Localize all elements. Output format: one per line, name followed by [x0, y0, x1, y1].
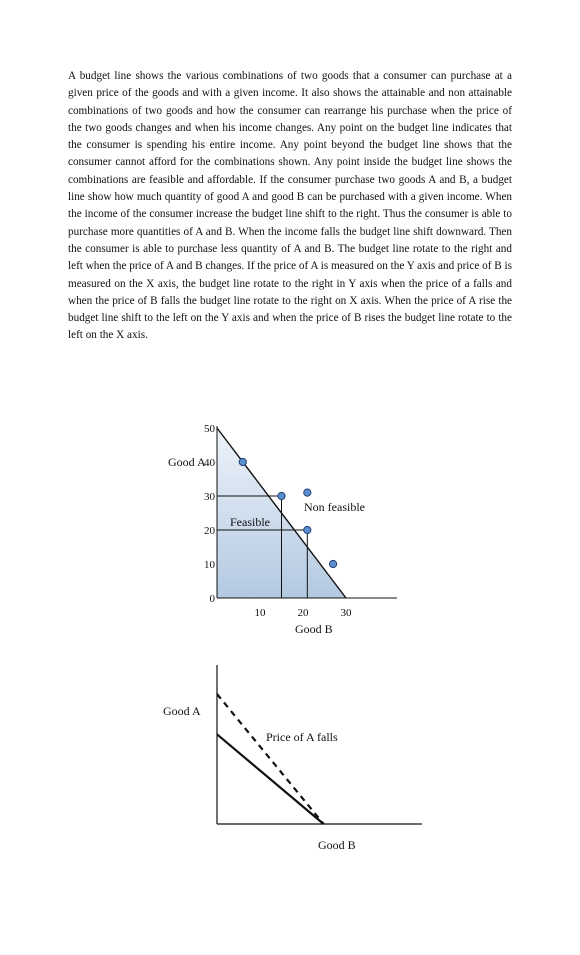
- y-axis-label: Good A: [168, 455, 206, 469]
- x-tick-label: 20: [297, 607, 309, 619]
- x-axis-label: Good B: [318, 838, 356, 852]
- price-change-chart: [150, 660, 440, 865]
- y-tick-label: 30: [204, 491, 215, 503]
- x-axis-label: Good B: [295, 622, 333, 636]
- new-budget-line: [217, 694, 324, 824]
- y-axis-label: Good A: [163, 704, 201, 718]
- budget-point: [304, 526, 311, 533]
- non-feasible-label: Non feasible: [304, 500, 365, 514]
- original-budget-line: [217, 734, 324, 824]
- price-change-label: Price of A falls: [266, 730, 338, 744]
- budget-point: [330, 560, 337, 567]
- x-tick-label: 10: [254, 607, 266, 619]
- body-paragraph: A budget line shows the various combinations of two goods that a consumer can purchase at a given price of the goods and with a given income. It also shows the attainable and non attainable combinations of two goods and how the consumer can rearrange his purchase when the price of the two goods changes and when his income changes. Any point on the budget line indicates that the consumer is spending his entire income. Any point beyond the budget line shows that the consumer cannot afford for the combinations shown. Any point inside the budget line shows the combinations are feasible and affordable. If the consumer purchase two goods A and B, a budget line show how much quantity of good A and good B can be purchased with a given income. When the income of the consumer increase the budget line shift to the right. Thus the consumer is able to purchase more quantities of A and B. When the income falls the budget line shift downward. Then the consumer is able to purchase less quantity of A and B. The budget line rotate to the right and left when the price of A and B changes. If the price of A is measured on the Y axis and price of B is measured on the X axis, the budget line rotate to the right in Y axis when the price of a falls and when the price of B falls the budget line rotate to the right on X axis. When the price of A rise the budget line shift to the left on the Y axis and when the price of B rises the budget line rotate to the left on the X axis.: [68, 70, 512, 342]
- y-tick-label: 50: [204, 423, 215, 435]
- feasible-label: Feasible: [230, 515, 270, 529]
- y-tick-label: 10: [204, 559, 215, 571]
- non-feasible-point: [304, 489, 311, 496]
- y-tick-label: 0: [209, 593, 215, 605]
- y-tick-label: 20: [204, 525, 215, 537]
- budget-point: [239, 458, 246, 465]
- budget-point: [278, 492, 285, 499]
- budget-line-chart: [150, 423, 450, 645]
- x-tick-label: 30: [340, 607, 352, 619]
- y-tick-label: 40: [204, 457, 215, 469]
